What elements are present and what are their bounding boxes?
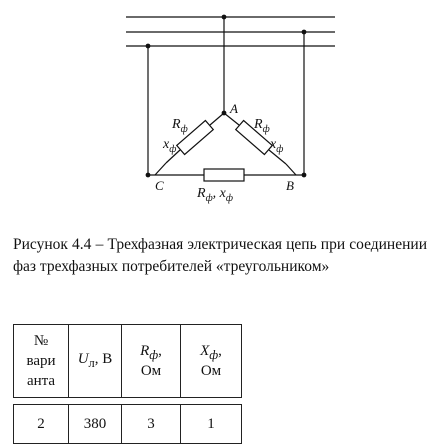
header-resistance-comma: , [158, 342, 162, 359]
node-label-b: B [286, 178, 294, 193]
left-reactance-label: $x_ф$ [163, 137, 177, 155]
junction-dot-a [222, 111, 227, 116]
wire-right-end [286, 164, 296, 175]
header-resistance-unit: Ом [140, 362, 162, 379]
header-reactance [181, 325, 242, 398]
header-reactance-subscript: ф [209, 347, 219, 362]
cell-reactance: 1 [181, 405, 242, 444]
cell-resistance: 3 [122, 405, 181, 444]
header-variant-line: анта [26, 373, 56, 389]
resistor-bottom [204, 169, 244, 181]
header-variant [14, 325, 69, 398]
header-voltage-unit: , В [94, 351, 113, 367]
node-label-c: C [155, 178, 164, 193]
header-voltage [69, 325, 122, 398]
left-resistance-label: $R_ф$ [172, 117, 188, 135]
junction-dot-c [146, 173, 151, 178]
header-resistance [122, 325, 181, 398]
header-reactance-unit: Ом [200, 362, 222, 379]
header-reactance-comma: , [218, 342, 222, 359]
node-label-a: A [230, 101, 238, 116]
variant-data-table [13, 324, 242, 444]
header-resistance-symbol: R [140, 342, 150, 359]
bottom-element-label: $R_ф$, $x_ф$ [197, 186, 233, 204]
table-row [14, 405, 242, 444]
header-reactance-symbol: X [200, 342, 210, 359]
junction-dot [146, 44, 151, 49]
spacer-cell [69, 398, 122, 405]
spacer-cell [122, 398, 181, 405]
junction-dot-b [302, 173, 307, 178]
wire-left-upper [210, 113, 224, 125]
header-variant-line: вари [26, 353, 56, 369]
header-variant-line: № [33, 333, 49, 349]
spacer-cell [181, 398, 242, 405]
junction-dot [222, 15, 227, 20]
circuit-wires [126, 17, 335, 181]
right-reactance-label: $x_ф$ [270, 137, 284, 155]
figure-caption: Рисунок 4.4 – Трехфазная электрическая цепь при соединении фаз трехфазных потребителей «треугольником» [13, 236, 427, 275]
header-voltage-subscript: л [88, 356, 95, 370]
spacer-cell [14, 398, 69, 405]
table-spacer-row [14, 398, 242, 405]
wire-left-end [155, 163, 166, 175]
header-resistance-subscript: ф [149, 347, 159, 362]
table-header-row [14, 325, 242, 398]
right-resistance-label: $R_ф$ [254, 117, 270, 135]
circuit-diagram [0, 0, 444, 210]
cell-voltage: 380 [69, 405, 122, 444]
cell-variant: 2 [14, 405, 69, 444]
junction-dot [302, 30, 307, 35]
header-voltage-symbol: U [77, 351, 89, 367]
